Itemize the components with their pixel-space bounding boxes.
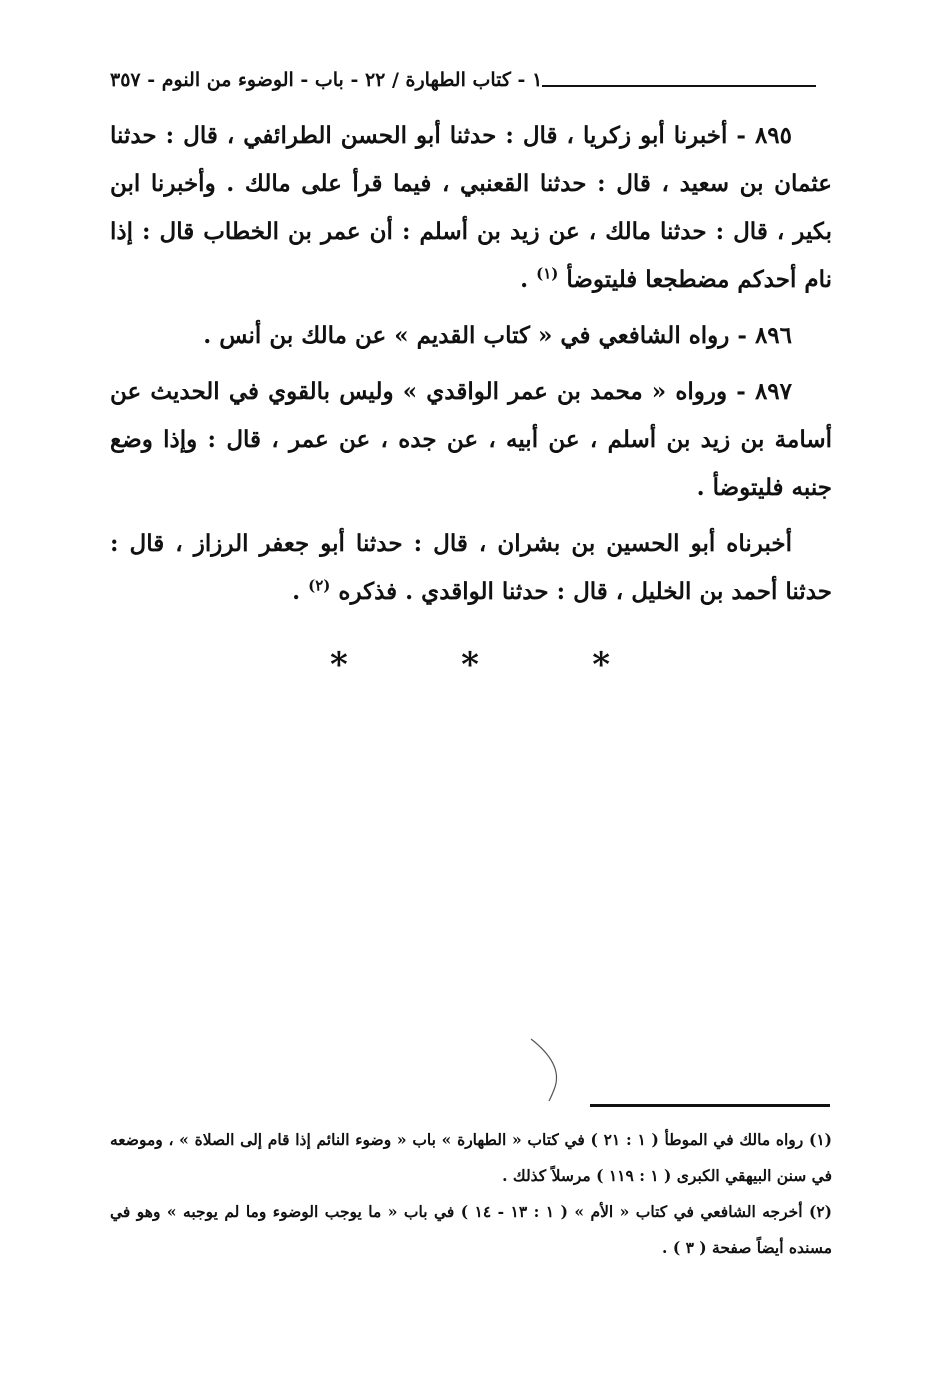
footnote-rule <box>590 1104 830 1107</box>
hadith-number: ٨٩٥ <box>754 122 792 149</box>
footnote-2: (٢) أخرجه الشافعي في كتاب « الأم » ( ١ : ١٣ - ١٤ ) في باب « ما يوجب الوضوء وما لم يوجبه » وهو في مسنده أيضاً صفحة ( ٣ ) . <box>110 1202 832 1257</box>
separator-star: * <box>592 645 610 685</box>
main-text <box>110 112 832 624</box>
hadith-text: - أخبرنا أبو زكريا ، قال : حدثنا أبو الحسن الطرائفي ، قال : حدثنا عثمان بن سعيد ، قال : حدثنا القعنبي ، فيما قرأ على مالك . وأخبرنا ابن بكير ، قال : حدثنا مالك ، عن زيد بن أسلم : أن عمر بن الخطاب قال : إذا نام أحدكم مضطجعا فليتوضأ <box>110 122 832 293</box>
separator-star: * <box>461 645 479 685</box>
hadith-number: ٨٩٦ <box>754 322 792 349</box>
hadith-tail: . <box>520 266 537 293</box>
hadith-text: - رواه الشافعي في « كتاب القديم » عن مالك بن أنس . <box>203 322 755 349</box>
hadith-896 <box>110 312 832 360</box>
footnote-ref: (٢) <box>308 576 331 595</box>
footnote-ref: (١) <box>536 264 559 283</box>
hadith-number: ٨٩٧ <box>754 378 792 405</box>
footnotes <box>110 1122 832 1266</box>
footnote-1: (١) رواه مالك في الموطأ ( ١ : ٢١ ) في كتاب « الطهارة » باب « وضوء النائم إذا قام إلى الصلاة » ، وموضعه في سنن البيهقي الكبرى ( ١ : ١١٩ ) مرسلاً كذلك . <box>110 1130 833 1185</box>
page-header <box>110 62 830 98</box>
running-title: ١ - كتاب الطهارة / ٢٢ - باب - الوضوء من النوم - ٣٥٧ <box>110 69 543 91</box>
hadith-tail: . <box>292 578 309 605</box>
stray-pen-mark <box>525 1035 575 1105</box>
hadith-897-chain <box>110 520 832 616</box>
hadith-text: - ورواه « محمد بن عمر الواقدي » وليس بالقوي في الحديث عن أسامة بن زيد بن أسلم ، عن أبيه ، عن جده ، عن عمر ، قال : وإذا وضع جنبه فليتوضأ . <box>110 378 832 501</box>
hadith-text: أخبرناه أبو الحسين بن بشران ، قال : حدثنا أبو جعفر الرزاز ، قال : حدثنا أحمد بن الخليل ، قال : حدثنا الواقدي . فذكره <box>110 530 832 605</box>
hadith-897 <box>110 368 832 512</box>
hadith-895 <box>110 112 832 304</box>
separator-star: * <box>330 645 348 685</box>
header-rule <box>542 85 816 87</box>
section-separator <box>330 645 610 685</box>
